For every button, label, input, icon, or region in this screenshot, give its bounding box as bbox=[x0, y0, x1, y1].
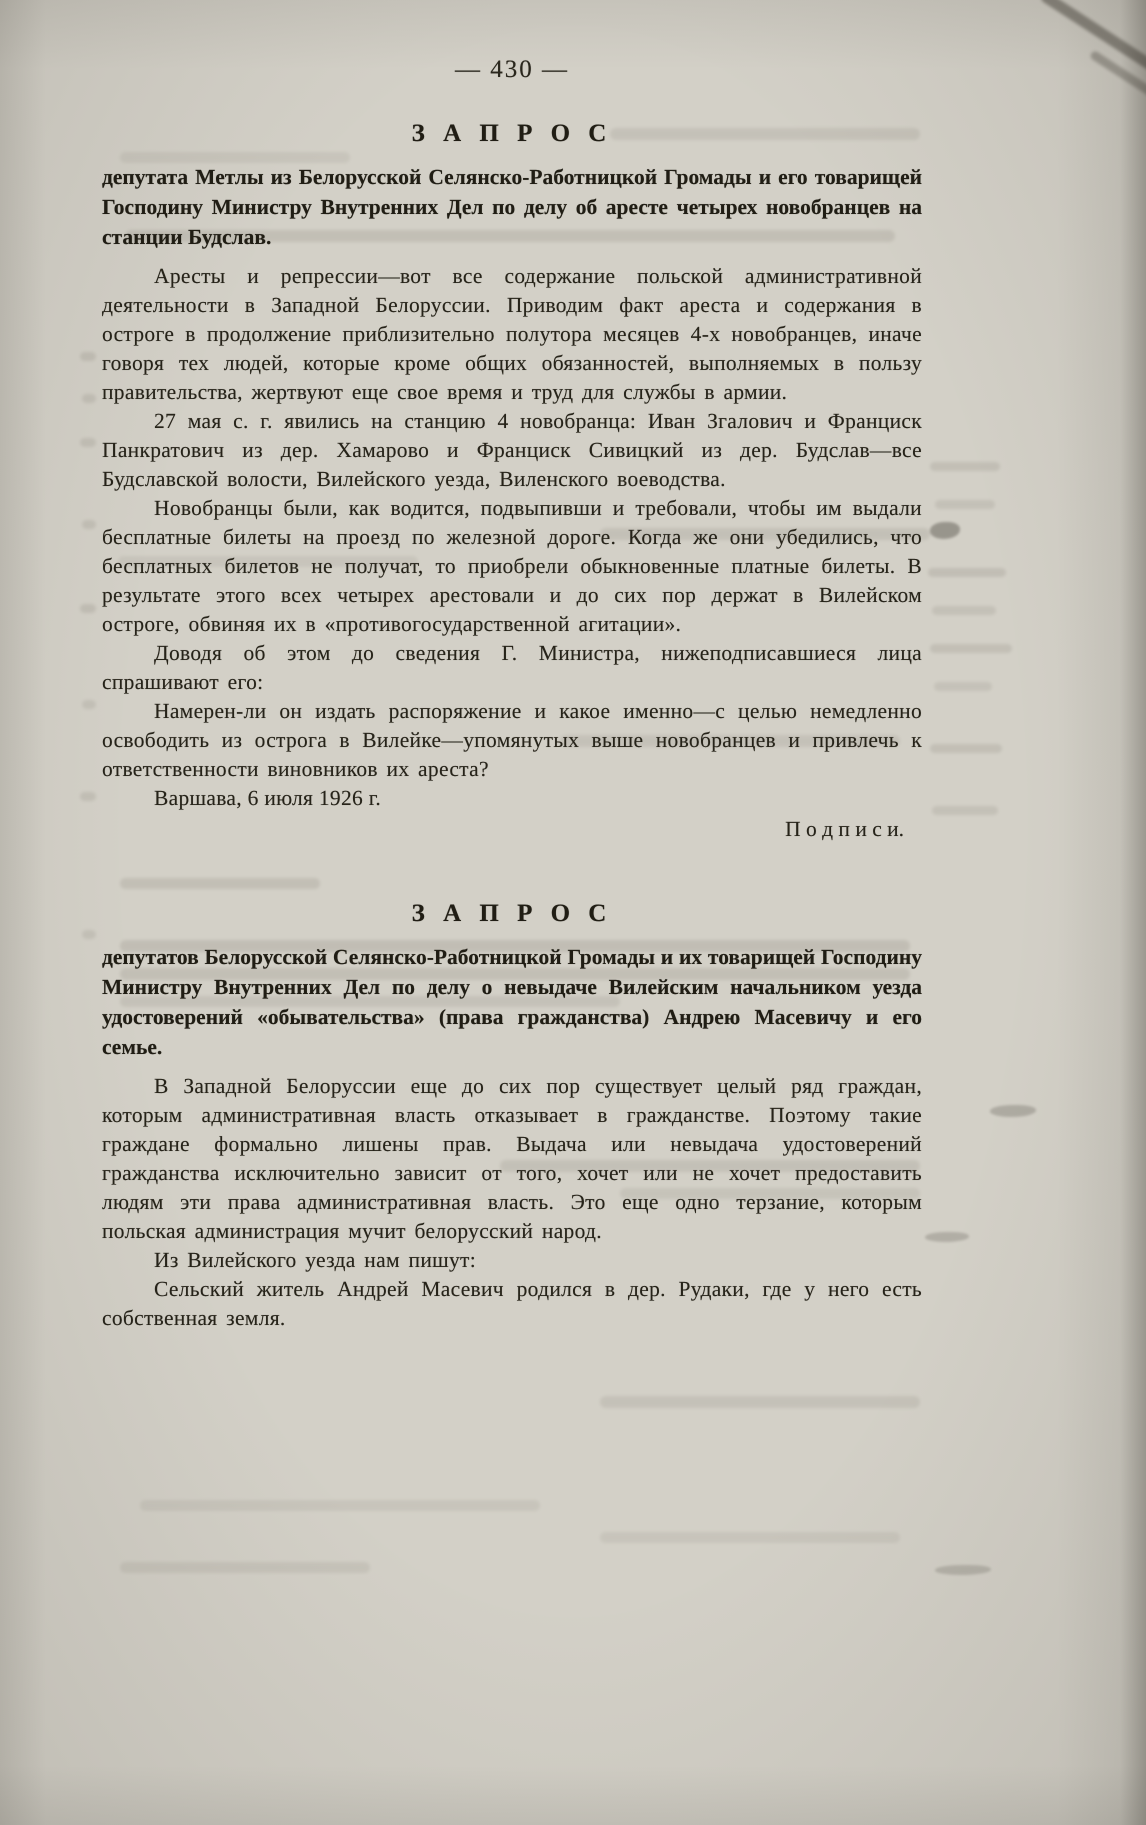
paragraph: В Западной Белоруссии еще до сих пор существует целый ряд граждан, которым административная власть отказывает в гражданстве. Поэтому такие граждане формально лишены прав. Выдача или невыдача удостоверений гражданства исключительно зависит от того, хочет или не хочет предоставить людям эти права административная власть. Это еще одно терзание, которым польская администрация мучит белорусский народ. bbox=[102, 1074, 922, 1243]
margin-mark bbox=[935, 500, 995, 509]
ink-smudge bbox=[990, 1105, 1036, 1117]
margin-mark bbox=[930, 462, 1000, 471]
dateline: Варшава, 6 июля 1926 г. bbox=[154, 786, 382, 810]
margin-mark bbox=[930, 644, 1012, 653]
inquiry-1-address: депутата Метлы из Белорусской Селянско-Работницкой Громады и его товарищей Господину Министру Внутренних Дел по делу об аресте четырех новобранцев на станции Будслав. bbox=[102, 165, 922, 249]
paragraph: Сельский житель Андрей Масевич родился в дер. Рудаки, где у него есть собственная земля. bbox=[102, 1277, 922, 1330]
margin-mark bbox=[932, 806, 998, 815]
inquiry-1-heading: З А П Р О С bbox=[411, 120, 613, 147]
bleed-line bbox=[120, 1562, 370, 1573]
signature-line: П о д п и с и. bbox=[785, 817, 904, 841]
paragraph: Новобранцы были, как водится, подвыпивши и требовали, чтобы им выдали бесплатные билеты на проезд по железной дороге. Когда же они убедились, что бесплатных билетов не получат, то приобрели обыкновенные платные билеты. В результате этого всех четырех арестовали и до сих пор держат в Вилейском остроге, обвиняя их в «противогосударственной агитации». bbox=[102, 496, 922, 636]
ink-streak bbox=[1039, 0, 1146, 81]
bleed-line bbox=[600, 1532, 900, 1543]
ink-streak bbox=[1089, 50, 1146, 108]
inquiry-1 bbox=[102, 120, 922, 844]
paragraph: 27 мая с. г. явились на станцию 4 новобранца: Иван Згалович и Франциск Панкратович из дер. Хамарово и Франциск Сивицкий из дер. Будслав—все Будславской волости, Вилейского уезда, Виленского воеводства. bbox=[102, 409, 922, 491]
inquiry-2 bbox=[102, 900, 922, 1333]
margin-mark bbox=[928, 568, 1006, 577]
margin-mark bbox=[930, 744, 1002, 753]
inquiry-2-address: депутатов Белорусской Селянско-Работницкой Громады и их товарищей Господину Министру Внутренних Дел по делу о невыдаче Вилейским начальником уезда удостоверений «обывательства» (права гражданства) Андрею Масевичу и его семье. bbox=[102, 945, 922, 1059]
ink-smudge bbox=[930, 522, 960, 539]
paragraph: Из Вилейского уезда нам пишут: bbox=[154, 1248, 477, 1272]
ink-smudge bbox=[935, 1565, 991, 1575]
paragraph: Доводя об этом до сведения Г. Министра, нижеподписавшиеся лица спрашивают его: bbox=[102, 641, 922, 694]
bleed-line bbox=[140, 1500, 540, 1511]
bleed-line bbox=[600, 1396, 920, 1408]
ink-smudge bbox=[925, 1232, 969, 1242]
margin-mark bbox=[932, 606, 996, 615]
paragraph: Намерен-ли он издать распоряжение и какое именно—с целью немедленно освободить из острога в Вилейке—упомянутых выше новобранцев и привлечь к ответственности виновников их ареста? bbox=[102, 699, 922, 781]
paragraph: Аресты и репрессии—вот все содержание польской административной деятельности в Западной Белоруссии. Приводим факт ареста и содержания в остроге в продолжение приблизительно полутора месяцев 4-х новобранцев, иначе говоря тех людей, которые кроме общих обязанностей, выполняемых в пользу правительства, жертвуют еще свое время и труд для службы в армии. bbox=[102, 264, 922, 404]
margin-mark bbox=[934, 682, 992, 691]
page-number: — 430 — bbox=[455, 56, 569, 83]
inquiry-2-heading: З А П Р О С bbox=[411, 900, 613, 927]
